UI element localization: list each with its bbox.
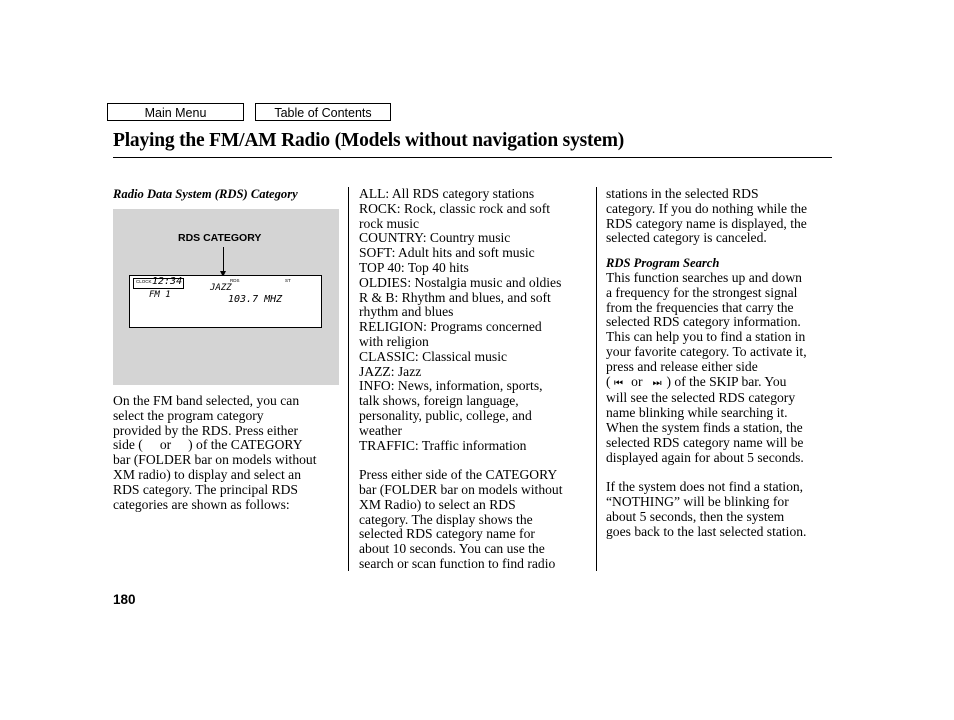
page-title: Playing the FM/AM Radio (Models without navigation system) [113, 130, 625, 151]
column-3 [606, 187, 838, 539]
text-line: rock music [359, 215, 420, 231]
program-search-text [606, 271, 838, 375]
text-line: JAZZ: Jazz [359, 363, 422, 379]
text-line: TRAFFIC: Traffic information [359, 437, 527, 453]
text-line: weather [359, 422, 403, 438]
text-line: This can help you to find a station in [606, 329, 806, 345]
title-rule [113, 157, 832, 158]
frequency-readout: 103.7 MHZ [228, 294, 283, 305]
text-line: “NOTHING” will be blinking for [606, 493, 789, 509]
text-line: stations in the selected RDS [606, 186, 759, 201]
text-line: ROCK: Rock, classic rock and soft [359, 200, 551, 216]
radio-display-illustration [129, 275, 322, 328]
text-line: a frequency for the strongest signal [606, 284, 798, 300]
text-line: ALL: All RDS category stations [359, 186, 535, 201]
text-line: about 10 seconds. You can use the [359, 541, 545, 557]
program-search-text-cont [606, 391, 838, 465]
text-line: will see the selected RDS category [606, 390, 796, 406]
text-line: R & B: Rhythm and blues, and soft [359, 289, 551, 305]
cancel-text [606, 187, 838, 246]
category-readout: JAZZ [210, 283, 232, 293]
page-number: 180 [113, 592, 136, 607]
text-line: provided by the RDS. Press either [113, 422, 299, 438]
text-line: talk shows, foreign language, [359, 393, 519, 409]
text-line: categories are shown as follows: [113, 496, 290, 512]
category-list [359, 187, 591, 453]
text-line: personality, public, college, and [359, 407, 532, 423]
text-line: When the system finds a station, the [606, 419, 803, 435]
rds-intro-text [113, 394, 345, 512]
text-line: press and release either side [606, 358, 758, 374]
text-line: bar (FOLDER bar on models without [359, 481, 563, 497]
column-1 [113, 187, 343, 202]
skip-line [606, 375, 838, 392]
text-line: with religion [359, 333, 429, 349]
skip-or-text: or [631, 373, 643, 389]
text-line: SOFT: Adult hits and soft music [359, 245, 535, 261]
text-line: name blinking while searching it. [606, 405, 788, 421]
rds-display-figure [113, 209, 339, 385]
text-line: If the system does not find a station, [606, 479, 804, 495]
column-divider-2 [596, 187, 597, 571]
skip-forward-icon: ⏭ [652, 377, 660, 389]
text-line: select the program category [113, 407, 264, 423]
stereo-indicator: ST [285, 278, 291, 283]
rds-category-heading: Radio Data System (RDS) Category [113, 187, 298, 201]
skip-back-icon: ⏮ [613, 377, 621, 389]
text-line: selected RDS category name for [359, 526, 535, 542]
text-line: goes back to the last selected station. [606, 523, 807, 539]
column-divider-1 [348, 187, 349, 571]
rds-program-search-heading: RDS Program Search [606, 256, 720, 271]
text-line: displayed again for about 5 seconds. [606, 449, 804, 465]
text-line: XM Radio) to select an RDS [359, 496, 516, 512]
text-line: RDS category. The principal RDS [113, 481, 298, 497]
text-line: Press either side of the CATEGORY [359, 467, 558, 483]
text-line: search or scan function to find radio [359, 555, 556, 571]
figure-caption: RDS CATEGORY [178, 232, 262, 244]
text-line: RDS category name is displayed, the [606, 215, 807, 231]
text-line: INFO: News, information, sports, [359, 378, 543, 394]
skip-open-paren: ( [606, 373, 611, 389]
text-line: selected category is canceled. [606, 230, 767, 246]
text-line: RELIGION: Programs concerned [359, 319, 542, 335]
text-line: TOP 40: Top 40 hits [359, 259, 469, 275]
clock-readout: 12:34 [152, 276, 183, 287]
clock-label: CLOCK [136, 279, 152, 284]
text-line: COUNTRY: Country music [359, 230, 511, 246]
text-line: category. If you do nothing while the [606, 200, 808, 216]
text-line: category. The display shows the [359, 511, 533, 527]
text-line: On the FM band selected, you can [113, 393, 300, 408]
main-menu-button[interactable]: Main Menu [107, 103, 244, 121]
text-line: bar (FOLDER bar on models without [113, 452, 317, 468]
caption-pointer [223, 247, 224, 271]
table-of-contents-button[interactable]: Table of Contents [255, 103, 391, 121]
text-line: CLASSIC: Classical music [359, 348, 508, 364]
column-2 [359, 187, 591, 572]
text-line: about 5 seconds, then the system [606, 508, 785, 524]
text-line: selected RDS category information. [606, 314, 801, 330]
rds-indicator: RDS [230, 278, 240, 283]
text-line: your favorite category. To activate it, [606, 343, 807, 359]
nothing-found-text [606, 480, 838, 539]
skip-rest-text: ) of the SKIP bar. You [666, 373, 787, 389]
category-selection-text [359, 468, 591, 572]
text-line: XM radio) to display and select an [113, 466, 301, 482]
text-line: side ( or ) of the CATEGORY [113, 437, 303, 453]
text-line: from the frequencies that carry the [606, 299, 794, 315]
text-line: OLDIES: Nostalgia music and oldies [359, 274, 562, 290]
text-line: rhythm and blues [359, 304, 454, 320]
band-readout: FM 1 [149, 290, 171, 300]
text-line: selected RDS category name will be [606, 434, 804, 450]
text-line: This function searches up and down [606, 269, 802, 285]
